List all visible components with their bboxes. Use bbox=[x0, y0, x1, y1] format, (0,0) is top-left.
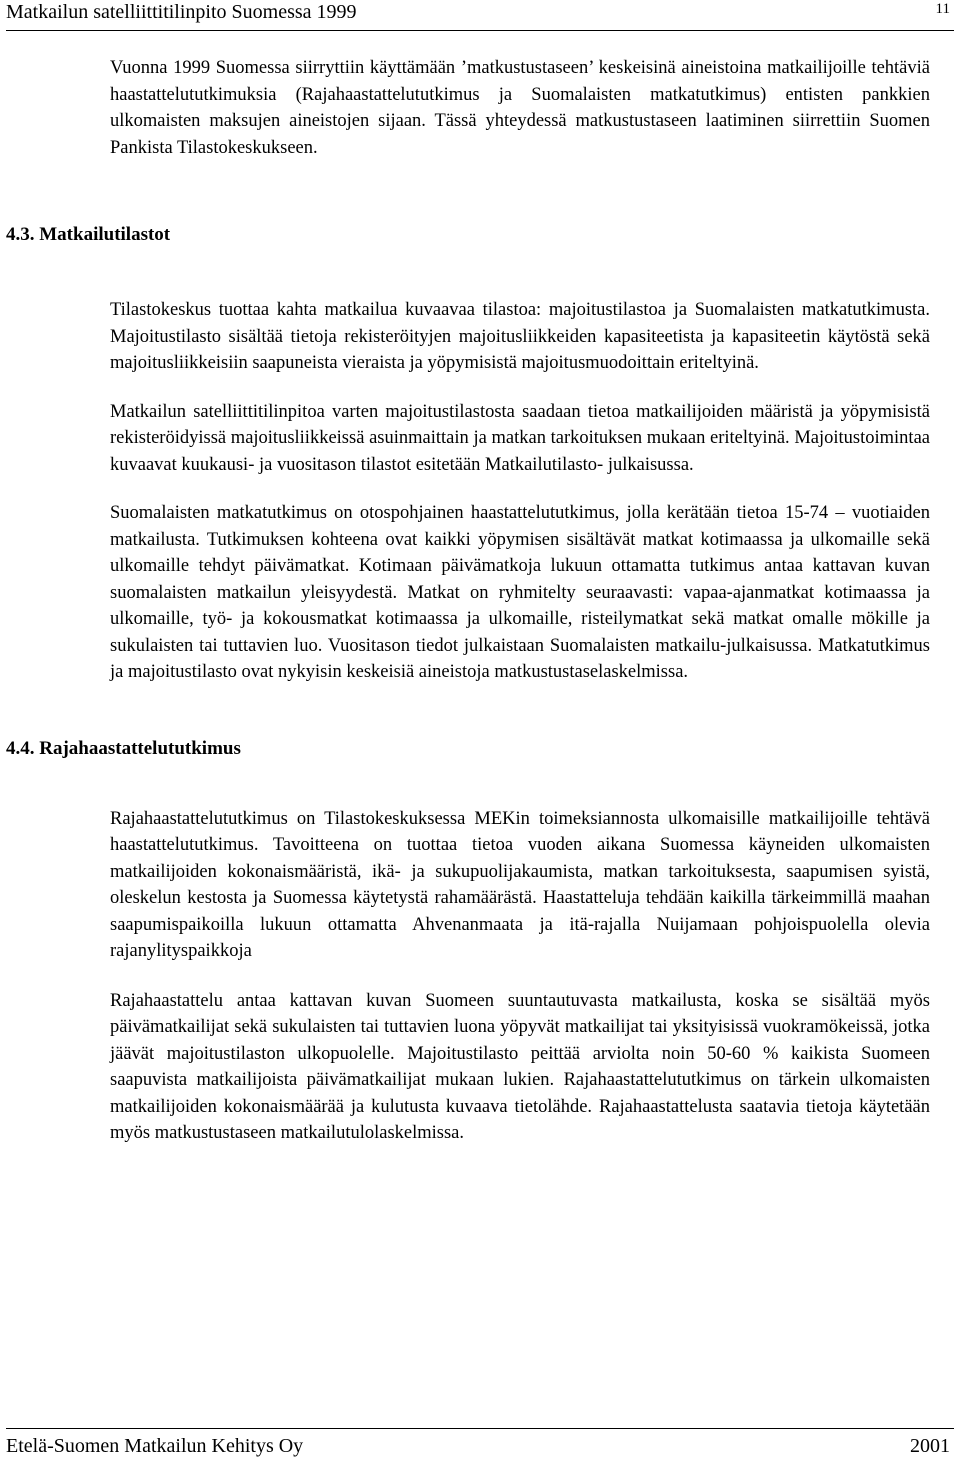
section-heading-4-4: 4.4. Rajahaastattelututkimus bbox=[6, 737, 241, 759]
footer-organization: Etelä-Suomen Matkailun Kehitys Oy bbox=[6, 1435, 304, 1457]
page-header bbox=[6, 0, 954, 31]
body-paragraph: Suomalaisten matkatutkimus on otospohjainen haastattelututkimus, jolla kerätään tietoa 15-74 – vuotiaiden matkailusta. Tutkimuksen kohteena ovat kaikki yöpymisen sisältävät matkat kotimaassa ja ulkomaille sekä ulkomaille tehdyt päivämatkat. Kotimaan päivämatkoja lukuun ottamatta tutkimus antaa kattavan kuvan suomalaisten matkailun yleisyydestä. Matkat on ryhmitelty seuraavasti: vapaa-ajanmatkat kotimaassa ja ulkomaille, työ- ja kokousmatkat kotimaassa ja ulkomaille, risteilymatkat sekä matkat omalle mökille ja sukulaisten tai tuttavien luo. Vuositason tiedot julkaistaan Suomalaisten matkailu-julkaisussa. Matkatutkimus ja majoitustilasto ovat nykyisin keskeisiä aineistoja matkustustaselaskelmissa. bbox=[110, 503, 930, 682]
body-paragraph: Rajahaastattelututkimus on Tilastokeskuksessa MEKin toimeksiannosta ulkomaisille matkailijoille tehtävä haastattelututkimus. Tavoitteena on tuottaa tietoa vuoden aikana Suomessa käyneiden ulkomaisten matkailijoiden kokonaismääristä, ikä- ja sukupuolijakaumista, matkan tarkoituksesta, saapumisen syistä, oleskelun kestosta ja Suomessa käytetystä rahamäärästä. Haastatteluja tehdään kaikilla tärkeimmillä maahan saapumispaikoilla lukuun ottamatta Ahvenanmaata ja itä-rajalla Nuijamaan pohjoispuolella olevia rajanylityspaikkoja bbox=[110, 808, 930, 961]
page-footer bbox=[6, 1428, 954, 1462]
intro-paragraph: Vuonna 1999 Suomessa siirryttiin käyttämään ’matkustustaseen’ keskeisinä aineistoina matkailijoille tehtäviä haastattelututkimuksia (Rajahaastattelututkimus ja Suomalaisten matkatutkimus) entisten pankkien ulkomaisten maksujen aineistojen sijaan. Tässä yhteydessä matkustustaseen laatiminen siirrettiin Suomen Pankista Tilastokeskukseen. bbox=[110, 58, 930, 158]
page-number: 11 bbox=[935, 1, 950, 17]
body-paragraph: Tilastokeskus tuottaa kahta matkailua kuvaavaa tilastoa: majoitustilastoa ja Suomalaisten matkatutkimusta. Majoitustilasto sisältää tietoja rekisteröityjen majoitusliikkeiden kapasiteetista ja kapasiteetin käytöstä sekä majoitusliikkeisiin saapuneista vieraista ja yöpymisistä majoitusmuodoittain eriteltyinä. bbox=[110, 300, 930, 373]
document-body bbox=[6, 55, 930, 1147]
body-paragraph: Rajahaastattelu antaa kattavan kuvan Suomeen suuntautuvasta matkailusta, koska se sisältää myös päivämatkailijat sekä sukulaisten tai tuttavien luona yöpyvät matkailijat tai yksityisissä vuokramökeissä, jotka jäävät majoitustilaston ulkopuolelle. Majoitustilasto peittää arviolta noin 50-60 % kaikista Suomeen saapuvista matkailijoista päivämatkailijat mukaan lukien. Rajahaastattelututkimus on tärkein ulkomaisten matkailijoiden kokonaismäärää ja kulutusta kuvaava tietolähde. Rajahaastattelusta saatavia tietoja käytetään myös matkustustaseen matkailutulolaskelmissa. bbox=[110, 990, 930, 1143]
body-paragraph: Matkailun satelliittitilinpitoa varten majoitustilastosta saadaan tietoa matkailijoiden määristä ja yöpymisistä rekisteröidyissä majoitusliikkeissä asuinmaittain ja matkan tarkoituksen mukaan eriteltyinä. Majoitustoimintaa kuvaavat kuukausi- ja vuositason tilastot esitetään Matkailutilasto- julkaisussa. bbox=[110, 401, 930, 475]
footer-year: 2001 bbox=[910, 1435, 950, 1457]
section-heading-4-3: 4.3. Matkailutilastot bbox=[6, 224, 171, 245]
running-header-title: Matkailun satelliittitilinpito Suomessa 1999 bbox=[6, 1, 357, 23]
